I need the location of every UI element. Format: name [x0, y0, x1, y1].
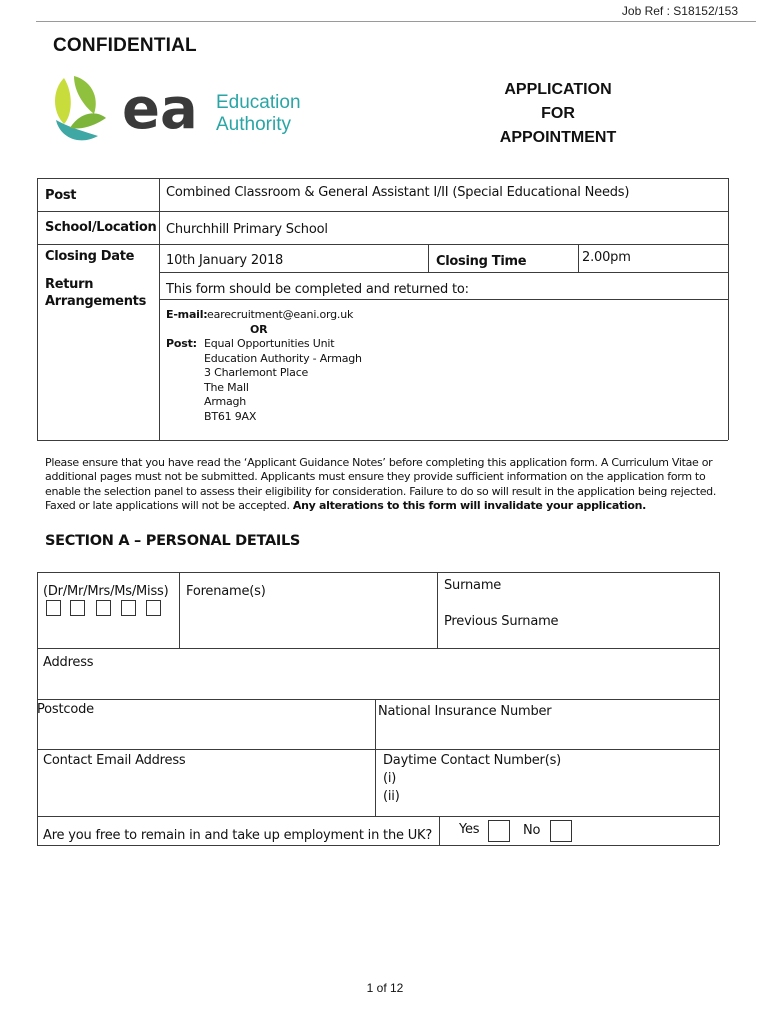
- title-checkbox-ms[interactable]: [121, 600, 136, 616]
- form-border: [179, 572, 180, 648]
- form-border: [37, 845, 719, 846]
- form-border: [719, 572, 720, 845]
- address-line: BT61 9AX: [204, 410, 257, 423]
- address-field[interactable]: Address: [43, 655, 94, 670]
- logo-line-authority: Authority: [216, 114, 291, 135]
- form-border: [439, 816, 440, 845]
- form-border: [37, 572, 719, 573]
- form-title: [488, 78, 628, 150]
- surname-field[interactable]: Surname: [444, 578, 502, 593]
- forename-field[interactable]: Forename(s): [186, 584, 266, 599]
- form-border: [375, 699, 376, 816]
- form-title-line: FOR: [541, 105, 575, 122]
- closing-date-value: 10th January 2018: [166, 253, 284, 268]
- or-text: OR: [250, 323, 268, 336]
- table-border: [37, 178, 38, 440]
- form-border: [37, 749, 719, 750]
- yes-label: Yes: [459, 822, 480, 837]
- table-border: [159, 272, 728, 273]
- confidential-label: CONFIDENTIAL: [53, 35, 197, 56]
- no-label: No: [523, 823, 541, 838]
- closing-date-label: Closing Date: [45, 249, 135, 264]
- closing-time-value: 2.00pm: [582, 250, 631, 265]
- daytime-contact-i[interactable]: (i): [383, 771, 397, 786]
- return-label: Arrangements: [45, 294, 147, 309]
- logo-leaf-icon: [55, 76, 106, 140]
- school-value: Churchhill Primary School: [166, 222, 328, 237]
- recruitment-email[interactable]: earecruitment@eani.org.uk: [207, 308, 354, 321]
- title-checkbox-miss[interactable]: [146, 600, 161, 616]
- uk-yes-checkbox[interactable]: [488, 820, 510, 842]
- logo-mark: ea: [122, 77, 198, 142]
- page-number: 1 of 12: [366, 981, 404, 995]
- uk-no-checkbox[interactable]: [550, 820, 572, 842]
- address-line: Armagh: [204, 395, 247, 408]
- address-line: Education Authority - Armagh: [204, 352, 362, 365]
- guidance-notice-text: Please ensure that you have read the ‘Applicant Guidance Notes’ before completing this application form. A Curriculum Vitae or additional pages must not be submitted. Applicants must ensure they provide sufficient information on the application form to enable the selection panel to assess their eligibility for consideration. Failure to do so will result in the application being rejected. Faxed or late applications will not be accepted.: [45, 456, 717, 513]
- contact-email-field[interactable]: Contact Email Address: [43, 753, 186, 768]
- table-border: [578, 244, 579, 272]
- table-border: [728, 178, 729, 440]
- address-line: 3 Charlemont Place: [204, 366, 309, 379]
- table-border: [37, 440, 728, 441]
- form-border: [437, 572, 438, 648]
- ni-number-field[interactable]: National Insurance Number: [378, 704, 552, 719]
- email-label: E-mail:: [166, 308, 208, 321]
- title-checkbox-dr[interactable]: [46, 600, 61, 616]
- guidance-notice-warning: Any alterations to this form will invalidate your application.: [292, 499, 647, 513]
- form-title-line: APPLICATION: [504, 81, 612, 98]
- uk-employment-question: Are you free to remain in and take up employment in the UK?: [43, 828, 433, 843]
- form-border: [37, 816, 719, 817]
- address-line: Equal Opportunities Unit: [204, 337, 335, 350]
- post-label: Post: [45, 188, 77, 203]
- title-label: (Dr/Mr/Mrs/Ms/Miss): [43, 584, 169, 599]
- job-reference: Job Ref : S18152/153: [621, 4, 738, 18]
- daytime-contact-ii[interactable]: (ii): [383, 789, 400, 804]
- post-address-label: Post:: [166, 337, 197, 350]
- daytime-contact-field[interactable]: Daytime Contact Number(s): [383, 753, 562, 768]
- table-border: [37, 178, 728, 179]
- table-border: [37, 244, 728, 245]
- post-value: Combined Classroom & General Assistant I/II (Special Educational Needs): [166, 185, 630, 200]
- form-border: [37, 648, 719, 649]
- return-label: Return: [45, 277, 94, 292]
- section-a-heading: SECTION A – PERSONAL DETAILS: [45, 533, 301, 549]
- closing-time-label: Closing Time: [436, 254, 527, 269]
- title-checkbox-mrs[interactable]: [96, 600, 111, 616]
- form-border: [37, 699, 719, 700]
- title-checkbox-mr[interactable]: [70, 600, 85, 616]
- table-border: [159, 299, 728, 300]
- education-authority-logo: [50, 72, 330, 148]
- table-border: [37, 211, 728, 212]
- table-border: [428, 244, 429, 272]
- address-line: The Mall: [204, 381, 249, 394]
- postcode-field[interactable]: Postcode: [37, 702, 94, 717]
- table-border: [159, 178, 160, 440]
- header-divider: [36, 21, 756, 22]
- previous-surname-field[interactable]: Previous Surname: [444, 614, 559, 629]
- logo-line-education: Education: [216, 92, 301, 113]
- guidance-notice: [45, 456, 725, 514]
- return-intro: This form should be completed and returned to:: [166, 282, 469, 297]
- form-title-line: APPOINTMENT: [499, 129, 617, 146]
- school-label: School/Location: [45, 220, 157, 235]
